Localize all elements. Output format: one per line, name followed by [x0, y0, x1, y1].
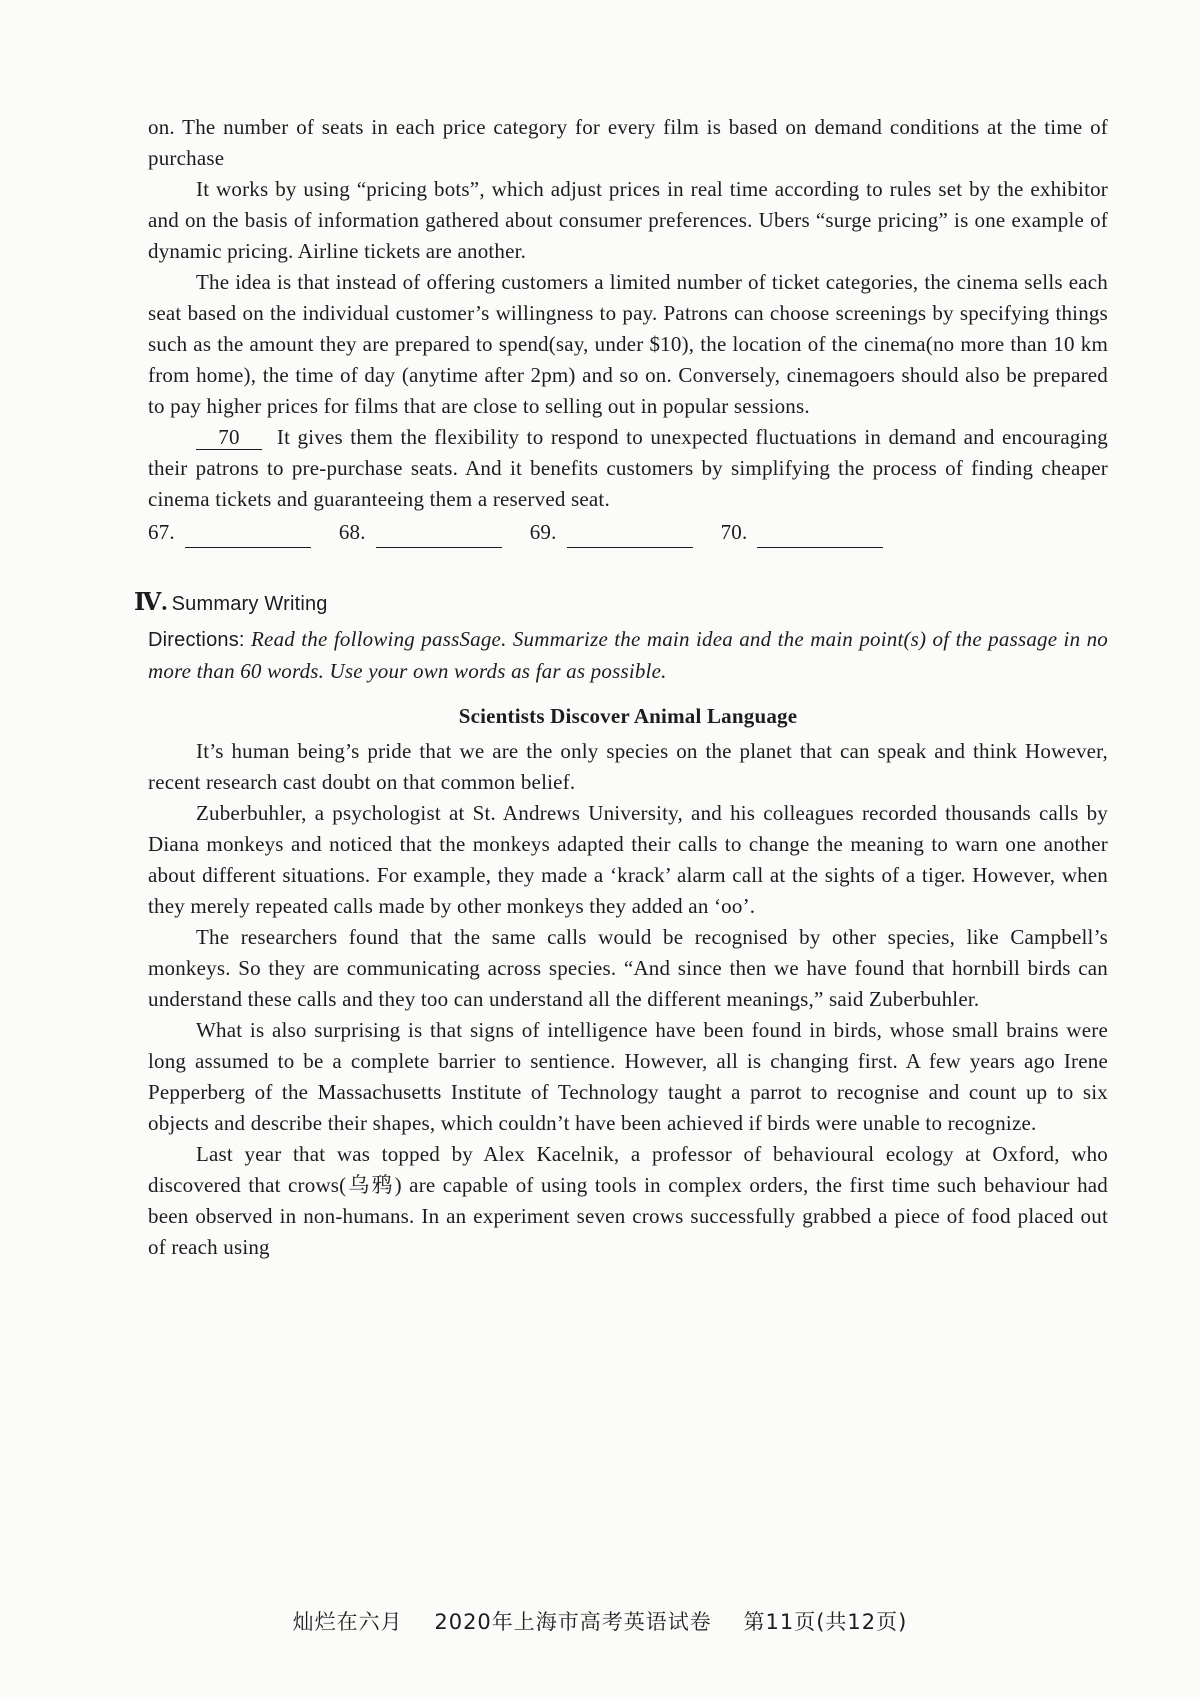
answer-line[interactable] — [757, 523, 883, 548]
directions-text: Read the following passSage. Summarize the main idea and the main point(s) of the passage in no more than 60 words. Use your own words as far as possible. — [148, 627, 1109, 683]
section-heading — [134, 588, 1108, 620]
article-paragraph: Zuberbuhler, a psychologist at St. Andrews University, and his colleagues recorded thousands calls by Diana monkeys and noticed that the monkeys adapted their calls to change the meaning to warn one another about different situations. For example, they made a ‘krack’ alarm call at the sights of a tiger. However, when they merely repeated calls made by other monkeys they added an ‘oo’. — [148, 801, 1108, 918]
answer-blank-69[interactable] — [530, 517, 693, 548]
passage-paragraph-text: It gives them the flexibility to respond to unexpected fluctuations in demand and encouraging their patrons to pre-purchase seats. And it benefits customers by simplifying the process of finding cheaper cinema tickets and guaranteeing them a reserved seat. — [148, 425, 1108, 511]
answer-blank-70[interactable] — [721, 517, 884, 548]
section-title: Summary Writing — [171, 593, 328, 615]
page-footer — [0, 1606, 1200, 1636]
answer-blank-67[interactable] — [148, 517, 311, 548]
article-paragraph: It’s human being’s pride that we are the only species on the planet that can speak and think However, recent research cast doubt on that common belief. — [148, 739, 1108, 794]
passage-paragraph: The idea is that instead of offering customers a limited number of ticket categories, the cinema sells each seat based on the individual customer’s willingness to pay. Patrons can choose screenings by specifying things such as the amount they are prepared to spend(say, under $10), the location of the cinema(no more than 10 km from home), the time of day (anytime after 2pm) and so on. Conversely, cinemagoers should also be prepared to pay higher prices for films that are close to selling out in popular sessions. — [148, 270, 1108, 418]
section-numeral: Ⅳ. — [134, 590, 168, 616]
footer-exam-title: 2020年上海市高考英语试卷 — [434, 1610, 712, 1634]
exam-page-body — [134, 112, 1109, 1263]
article-title: Scientists Discover Animal Language — [458, 704, 798, 728]
article-paragraph: The researchers found that the same calls would be recognised by other species, like Campbell’s monkeys. So they are communicating across species. “And since then we have found that hornbill birds can understand these calls and they too can understand all the different meanings,” said Zuberbuhler. — [148, 925, 1108, 1011]
answer-line[interactable] — [185, 523, 311, 548]
passage-paragraph-with-blank — [148, 422, 1108, 515]
article-paragraph: Last year that was topped by Alex Kacelnik, a professor of behavioural ecology at Oxford, who discovered that crows(乌鸦) are capable of using tools in complex orders, the first time such behaviour had been observed in non-humans. In an experiment seven crows successfully grabbed a piece of food placed out of reach using — [148, 1142, 1108, 1259]
footer-brand: 灿烂在六月 — [292, 1610, 403, 1634]
answer-number: 70. — [720, 520, 748, 544]
answer-blanks-row — [148, 517, 1108, 548]
answer-number: 68. — [338, 520, 366, 544]
passage-paragraph: It works by using “pricing bots”, which adjust prices in real time according to rules set by the exhibitor and on the basis of information gathered about consumer preferences. Ubers “surge pricing” is one example of dynamic pricing. Airline tickets are another. — [148, 177, 1108, 263]
inline-blank-70[interactable]: 70 — [196, 425, 262, 450]
answer-line[interactable] — [376, 523, 502, 548]
answer-number: 69. — [529, 520, 557, 544]
footer-page-number: 第11页(共12页) — [743, 1610, 908, 1634]
answer-line[interactable] — [567, 523, 693, 548]
article-paragraph: What is also surprising is that signs of intelligence have been found in birds, whose small brains were long assumed to be a complete barrier to sentience. However, all is changing first. A few years ago Irene Pepperberg of the Massachusetts Institute of Technology taught a parrot to recognise and count up to six objects and describe their shapes, which couldn’t have been achieved if birds were unable to recognize. — [148, 1018, 1108, 1135]
answer-number: 67. — [148, 520, 175, 544]
passage-paragraph: on. The number of seats in each price category for every film is based on demand conditions at the time of purchase — [148, 115, 1108, 170]
directions — [148, 624, 1108, 687]
directions-label: Directions: — [148, 629, 245, 651]
answer-blank-68[interactable] — [339, 517, 502, 548]
